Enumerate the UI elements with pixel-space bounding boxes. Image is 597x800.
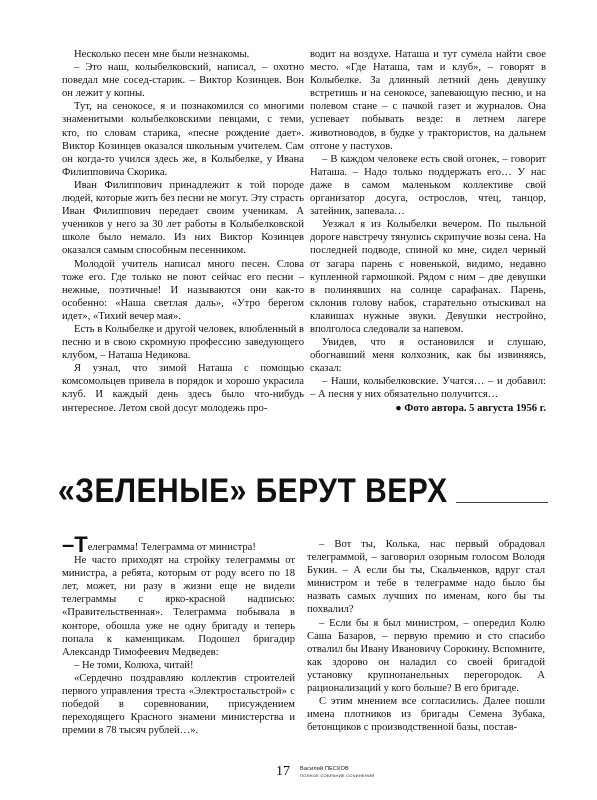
- paragraph: Не часто приходят на стройку телеграммы от министра, а ребята, которым от роду всего по 18 лет, может, ни разу в жизни еще не видели телеграммы с ярко-красной надписью: «Правительственная». Телеграмма побывала в конторе, обошла уже не одну бригаду и теперь попала к каменщикам. Подошел бригадир Александр Тимофеевич Медведев:: [62, 555, 295, 658]
- paragraph: Тут, на сенокосе, я и познакомился со многими знаменитыми колыбелковскими певцами, с теми, кто, по словам старика, «песне рождение дает». Виктор Козинцев оказался школьным учителем. Сам он когда-то учился здесь же, в Колыбелке, у Ивана Филипповича Скорика.: [62, 101, 304, 178]
- page-footer: [0, 764, 597, 788]
- paragraph: – Если бы я был министром, – опередил Колю Саша Базаров, – первую премию и сто спасибо отвалил бы Ивану Ивановичу Сорокину. Вспомните, как здорово он наладил со своей бригадой установку крупнопанельных перегородок. А рационализаций у кого больше? В его бригаде.: [307, 617, 545, 695]
- paragraph: Иван Филиппович принадлежит к той породе людей, которые жить без песни не могут. Эту страсть Иван Филиппович передает своим ученикам. А учеников у него за 30 лет работы в Колыбелковской школе было немало. Из них Виктор Козинцев оказался самым способным песенником.: [62, 179, 304, 257]
- footer-author: Василий ПЕСКОВ: [300, 766, 349, 772]
- article-headline: «ЗЕЛЕНЫЕ» БЕРУТ ВЕРХ: [58, 472, 448, 510]
- paragraph: – Наши, колыбелковские. Учатся… – и добавил: – А песня у них обязательно получится…: [310, 376, 546, 401]
- bottom-article-right-column: [307, 538, 545, 734]
- paragraph: – Это наш, колыбелковский, написал, – охотно поведал мне сосед-старик. – Виктор Козинцев. Вон он лежит у копны.: [62, 62, 304, 100]
- headline-rule: [456, 502, 548, 503]
- paragraph: Увидев, что я остановился и слушаю, обогнавший меня колхозник, как бы извиняясь, сказал:: [310, 337, 546, 375]
- bullet-icon: ●: [395, 402, 405, 414]
- first-paragraph: [62, 532, 295, 557]
- top-article-left-column: [62, 48, 304, 415]
- paragraph: Есть в Колыбелке и другой человек, влюбленный в песню и в свою скромную профессию заведующего клубом, – Наташа Недикова.: [62, 323, 305, 362]
- paragraph: – В каждом человеке есть свой огонек, – говорит Наташа. – Надо только поддержать его… У нас даже в самом маленьком коллективе свой организатор досуга, острослов, чтец, танцор, затейник, запевала…: [310, 153, 546, 218]
- photo-credit-text: Фото автора. 5 августа 1956 г.: [404, 402, 546, 414]
- paragraph: водит на воздухе. Наташа и тут сумела найти свое место. «Где Наташа, там и клуб», – говорят в Колыбелке. За длинный летний день девушку встретишь и на сенокосе, запевающую песню, и на полевом стане – с пачкой газет и журналов. Она успевает побывать везде: в летнем лагере животноводов, в будке у трактористов, на дальнем отгоне у пастухов.: [310, 49, 546, 152]
- headline-row: [58, 470, 548, 510]
- paragraph: – Не томи, Колюха, читай!: [74, 659, 194, 671]
- paragraph: «Сердечно поздравляю коллектив строителей первого управления треста «Электростальстрой» с победой в соревновании, присуждением переходящего Красного знамени министерства и премии в 78 тысяч рублей…».: [62, 672, 295, 737]
- paragraph: Молодой учитель написал много песен. Слова тоже его. Где только не поют сейчас его песни – нежные, поэтичные! И называются они как-то особенно: «Наша светлая даль», «Утро берегом идет», «Тихий вечер мая».: [62, 258, 304, 322]
- dropcap-letter: Т: [74, 532, 88, 557]
- dropcap-dash: –: [62, 532, 75, 557]
- paragraph: Я узнал, что зимой Наташа с помощью комсомольцев привела в порядок и хорошо украсила клуб. И каждый день здесь было что-нибудь интересное. Летом свой досуг молодежь про-: [62, 363, 304, 414]
- bottom-article-left-column: [62, 532, 295, 737]
- paragraph: – Вот ты, Колька, нас первый обрадовал телеграммой, – заговорил озорным голосом Володя Букин. – А если бы ты, Скальченков, вдруг стал министром и тебе в телеграмме надо было бы назвать самых лучших по именам, кого бы ты похвалил?: [307, 539, 545, 616]
- first-line-text: елеграмма! Телеграмма от министра!: [87, 542, 256, 553]
- photo-credit: [310, 402, 546, 415]
- page-number: 17: [276, 764, 290, 779]
- paragraph: Уезжал я из Колыбелки вечером. По пыльной дороге навстречу тянулись скрипучие возы сена. На последней подводе, спиной ко мне, сидел черный от загара парень с новенькой, видимо, недавно купленной гармошкой. Рядом с ним – две девушки в полинявших на солнце сарафанах. Парень, склонив голову набок, старательно отыскивал на клавишах нужные звуки. Девушки нестройно, вполголоса следовали за напевом.: [310, 219, 546, 335]
- footer-series: ПОЛНОЕ СОБРАНИЕ СОЧИНЕНИЙ: [300, 773, 375, 778]
- top-article-right-column: [310, 48, 546, 415]
- paragraph: Несколько песен мне были незнакомы.: [74, 49, 250, 60]
- paragraph: С этим мнением все согласились. Далее пошли имена плотников из бригады Семена Зубака, бетонщиков с производственной базы, постав-: [307, 696, 545, 734]
